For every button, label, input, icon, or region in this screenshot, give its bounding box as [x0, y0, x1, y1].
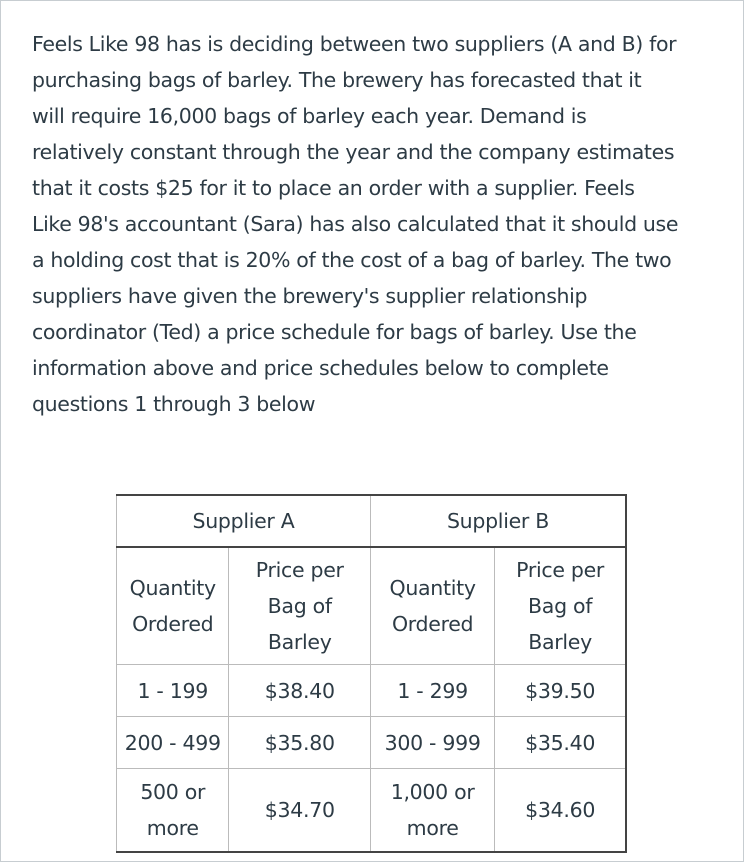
table-row — [117, 665, 627, 717]
statement-line: coordinator (Ted) a price schedule for bags of barley. Use the — [32, 320, 637, 344]
statement-line: information above and price schedules below to complete — [32, 356, 609, 380]
b-price-cell: $35.40 — [495, 717, 626, 769]
b-price-header: Price per Bag of Barley — [495, 547, 626, 665]
statement-line: relatively constant through the year and the company estimates — [32, 140, 675, 164]
problem-statement — [32, 26, 722, 422]
supplier-header-row — [117, 495, 627, 547]
statement-line: suppliers have given the brewery's supplier relationship — [32, 284, 588, 308]
a-price-cell: $35.80 — [229, 717, 371, 769]
statement-line: will require 16,000 bags of barley each year. Demand is — [32, 104, 587, 128]
statement-line: a holding cost that is 20% of the cost of a bag of barley. The two — [32, 248, 672, 272]
a-price-cell: $38.40 — [229, 665, 371, 717]
a-price-header: Price per Bag of Barley — [229, 547, 371, 665]
a-quantity-cell: 200 - 499 — [117, 717, 229, 769]
b-quantity-header: Quantity Ordered — [371, 547, 495, 665]
supplier-a-header: Supplier A — [117, 495, 371, 547]
table-row — [117, 769, 627, 853]
b-quantity-cell: 1 - 299 — [371, 665, 495, 717]
price-schedule-table — [116, 494, 627, 853]
a-quantity-cell: 1 - 199 — [117, 665, 229, 717]
b-price-cell: $39.50 — [495, 665, 626, 717]
a-price-cell: $34.70 — [229, 769, 371, 853]
statement-line: questions 1 through 3 below — [32, 392, 316, 416]
a-quantity-header: Quantity Ordered — [117, 547, 229, 665]
b-quantity-cell: 1,000 or more — [371, 769, 495, 853]
b-price-cell: $34.60 — [495, 769, 626, 853]
a-quantity-cell: 500 or more — [117, 769, 229, 853]
table-row — [117, 717, 627, 769]
statement-line: Feels Like 98 has is deciding between two suppliers (A and B) for — [32, 32, 677, 56]
statement-line: purchasing bags of barley. The brewery has forecasted that it — [32, 68, 642, 92]
supplier-b-header: Supplier B — [371, 495, 627, 547]
statement-line: that it costs $25 for it to place an order with a supplier. Feels — [32, 176, 635, 200]
statement-line: Like 98's accountant (Sara) has also calculated that it should use — [32, 212, 679, 236]
column-header-row — [117, 547, 627, 665]
b-quantity-cell: 300 - 999 — [371, 717, 495, 769]
